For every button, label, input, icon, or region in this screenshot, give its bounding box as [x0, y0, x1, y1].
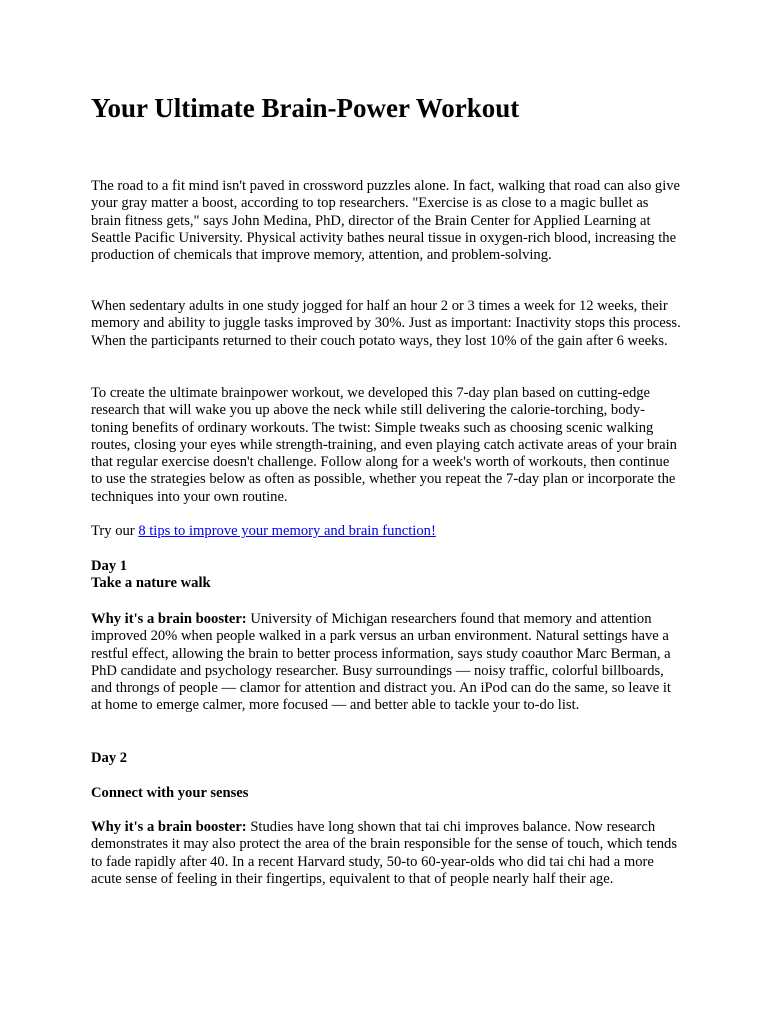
day2-booster-label: Why it's a brain booster: — [91, 819, 247, 835]
day1-paragraph — [91, 611, 681, 715]
plan-paragraph: To create the ultimate brainpower workout, we developed this 7-day plan based on cutting-edge research that will wake you up above the neck while still delivering the calorie-torching, body-toning benefits of ordinary workouts. The twist: Simple tweaks such as choosing scenic walking routes, closing your eyes while strength-training, and even playing catch activate areas of your brain that regular exercise doesn't challenge. Follow along for a week's worth of workouts, then continue to use the strategies below as often as possible, whether you repeat the 7-day plan or incorporate the techniques into your own routine. — [91, 385, 677, 505]
day1-subtitle: Take a nature walk — [91, 575, 211, 592]
try-prefix: Try our — [91, 523, 139, 539]
intro-paragraph: The road to a fit mind isn't paved in crossword puzzles alone. In fact, walking that road can also give your gray matter a boost, according to top researchers. "Exercise is as close to a magic bullet as brain fitness gets," says John Medina, PhD, director of the Brain Center for Applied Learning at Seattle Pacific University. Physical activity bathes neural tissue in oxygen-rich blood, increasing the production of chemicals that improve memory, attention, and problem-solving. — [91, 178, 681, 264]
article-title: Your Ultimate Brain-Power Workout — [91, 93, 520, 123]
day2-paragraph — [91, 819, 681, 888]
study-paragraph: When sedentary adults in one study jogged for half an hour 2 or 3 times a week for 12 weeks, their memory and ability to juggle tasks improved by 30%. Just as important: Inactivity stops this process. When the participants returned to their couch potato ways, they lost 10% of the gain after 6 weeks. — [91, 298, 681, 349]
day1-body: University of Michigan researchers found that memory and attention improved 20% when people walked in a park versus an urban environment. Natural settings have a restful effect, allowing the brain to better process information, says study coauthor Marc Berman, a PhD candidate and psychology researcher. Busy surroundings — noisy traffic, colorful billboards, and throngs of people — clamor for attention and distract you. An iPod can do the same, so leave it at home to emerge calmer, more focused — and better able to tackle your to-do list. — [91, 611, 671, 714]
day1-booster-label: Why it's a brain booster: — [91, 611, 247, 627]
day1-heading — [91, 558, 681, 593]
memory-tips-link[interactable]: 8 tips to improve your memory and brain function! — [138, 523, 436, 539]
day1-label: Day 1 — [91, 558, 128, 574]
day2-subtitle: Connect with your senses — [91, 785, 249, 801]
day2-body: Studies have long shown that tai chi improves balance. Now research demonstrates it may also protect the area of the brain responsible for the sense of touch, which tends to fade rapidly after 40. In a recent Harvard study, 50-to 60-year-olds who did tai chi had a more acute sense of feeling in their fingertips, equivalent to that of people nearly half their age. — [91, 819, 678, 887]
try-paragraph — [91, 523, 681, 540]
day2-label: Day 2 — [91, 750, 128, 766]
